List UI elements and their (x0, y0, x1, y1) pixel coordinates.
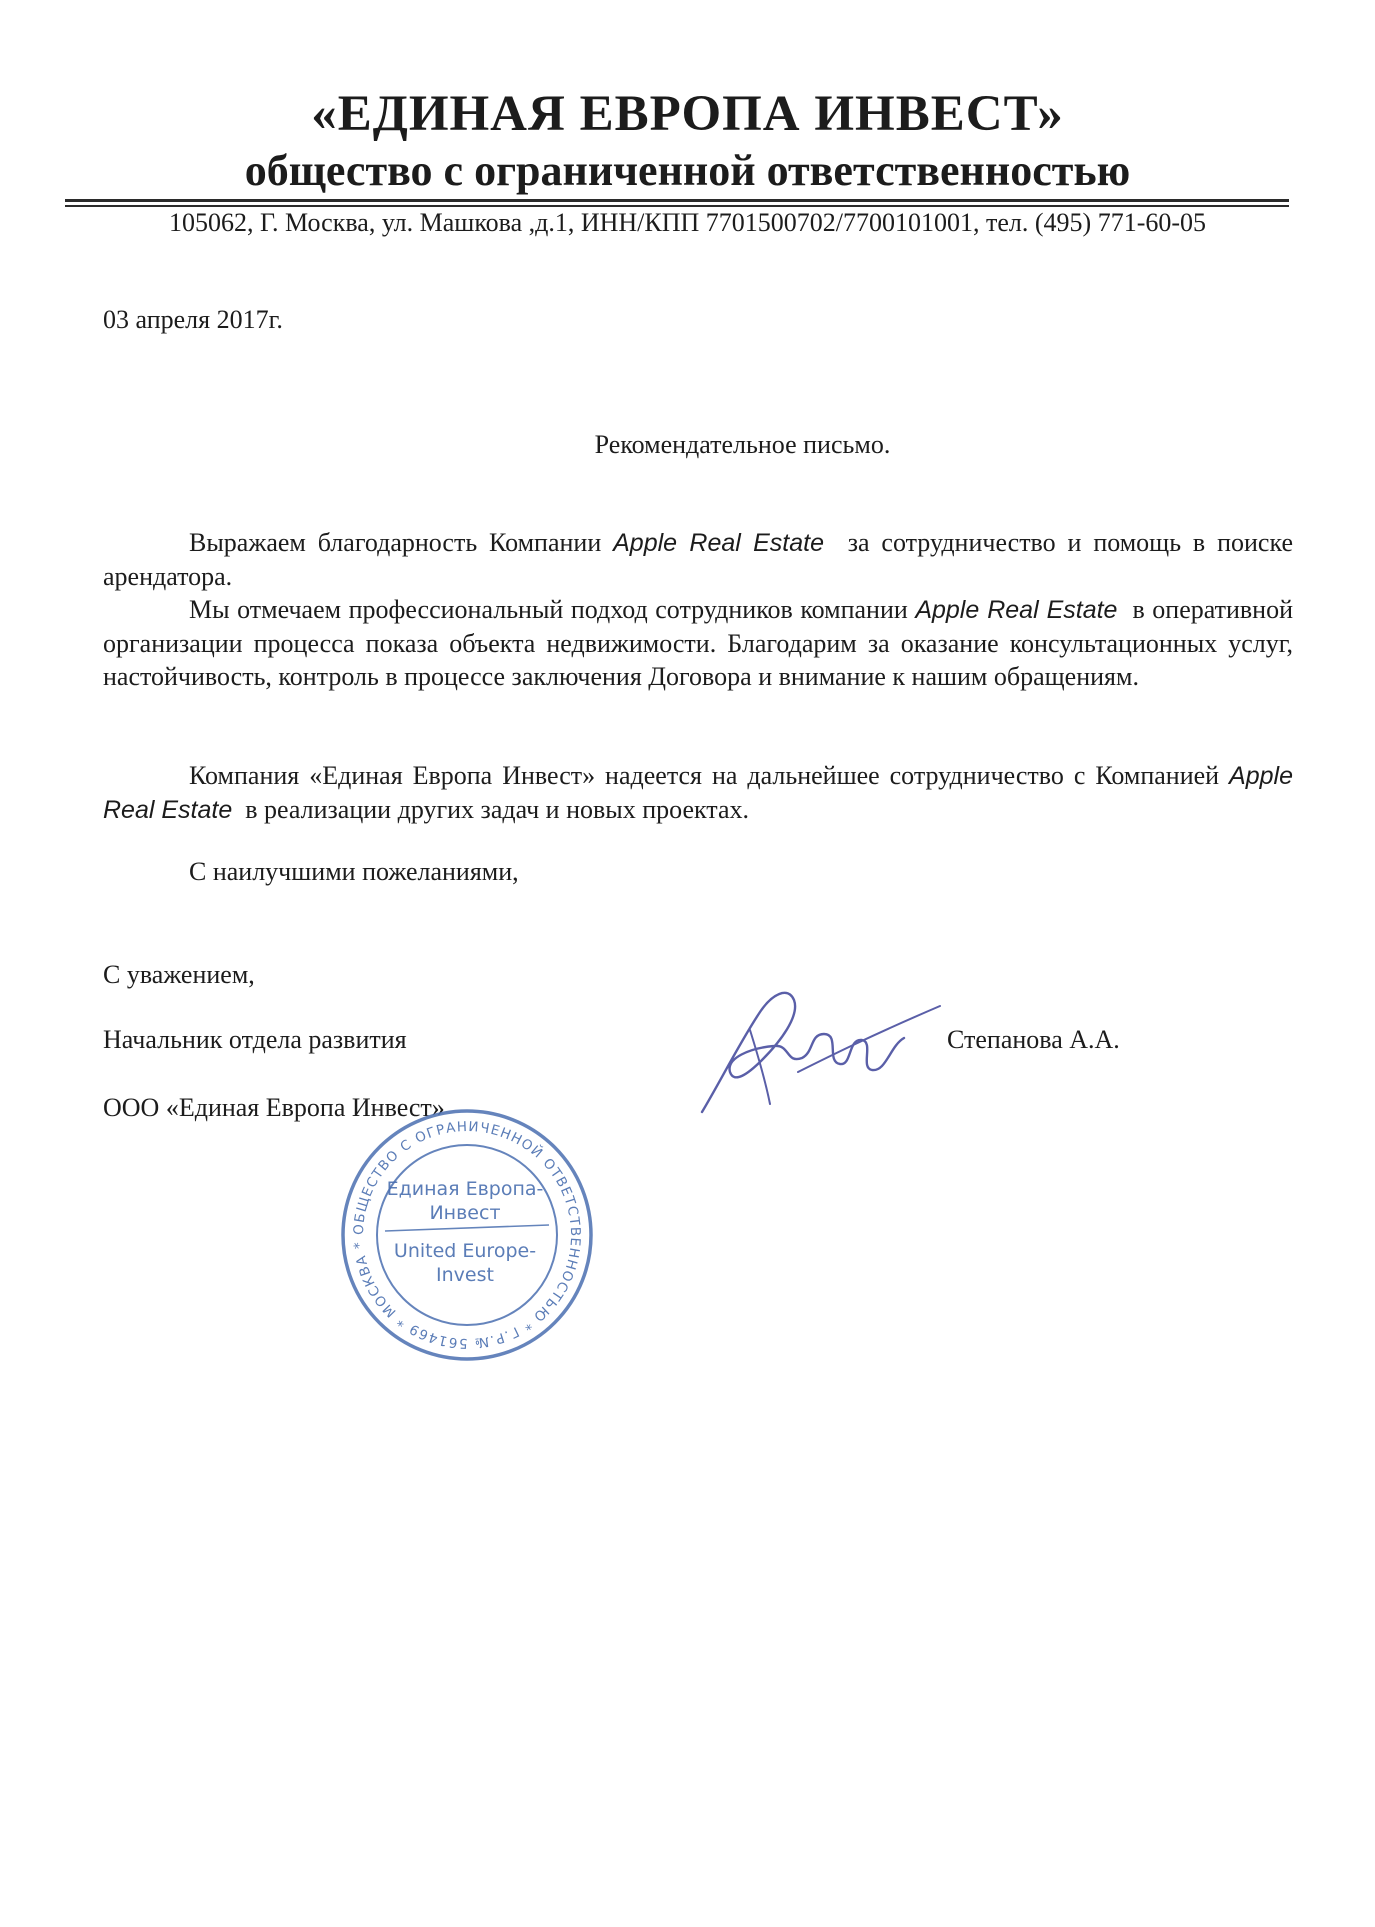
stamp-name-en-1: United Europe- (393, 1240, 537, 1262)
signer-name: Степанова А.А. (947, 1025, 1120, 1054)
letterhead-company-name: «ЕДИНАЯ ЕВРОПА ИНВЕСТ» (311, 86, 1064, 142)
paragraph-1 (103, 526, 1293, 593)
paragraph-2 (103, 593, 1293, 693)
p3-text-after: в реализации других задач и новых проектах. (245, 795, 750, 824)
p4-text: С наилучшими пожеланиями, (189, 857, 519, 886)
closing-position: Начальник отдела развития (103, 1025, 407, 1054)
p1-text-after: за сотрудничество и помощь в поиске арендатора. (103, 528, 1293, 591)
p3-text-before: Компания «Единая Европа Инвест» надеется на дальнейшее сотрудничество с Компанией (189, 761, 1220, 790)
paragraph-3 (103, 759, 1293, 827)
closing-regards: С уважением, (103, 960, 255, 989)
company-stamp (337, 1105, 597, 1365)
letter-date: 03 апреля 2017г. (103, 305, 283, 334)
signature (690, 972, 950, 1122)
stamp-name-ru-1: Единая Европа- (386, 1178, 544, 1200)
svg-text:ОБЩЕСТВО С ОГРАНИЧЕННОЙ ОТВЕТС (351, 1119, 583, 1351)
brand-name: Apple Real Estate (915, 596, 1118, 624)
stamp-ring-text: ОБЩЕСТВО С ОГРАНИЧЕННОЙ ОТВЕТСТВЕННОСТЬЮ * Г.Р.№ 561469 * МОСКВА * (350, 1118, 584, 1352)
letterhead-address: 105062, Г. Москва, ул. Машкова ,д.1, ИНН/КПП 7701500702/7700101001, тел. (495) 771-60-05 (168, 208, 1207, 237)
letter-title: Рекомендательное письмо. (594, 430, 891, 459)
stamp-name-ru-2: Инвест (429, 1202, 501, 1224)
letterhead-rule-thick (65, 199, 1289, 202)
p1-text-before: Выражаем благодарность Компании (189, 528, 602, 557)
closing-organization: ООО «Единая Европа Инвест» (103, 1093, 445, 1122)
stamp-name-en-2: Invest (436, 1264, 494, 1286)
paragraph-4 (103, 855, 1293, 888)
p2-text-before: Мы отмечаем профессиональный подход сотрудников компании (189, 595, 908, 624)
brand-name: Apple Real Estate (613, 529, 824, 557)
letterhead-legal-form: общество с ограниченной ответственностью (244, 146, 1131, 195)
brand-name: Apple Real Estate (103, 762, 1293, 824)
p2-text-after: в оперативной организации процесса показа объекта недвижимости. Благодарим за оказание консультационных услуг, настойчивость, контроль в процессе заключения Договора и внимание к нашим обращениям. (103, 595, 1293, 691)
